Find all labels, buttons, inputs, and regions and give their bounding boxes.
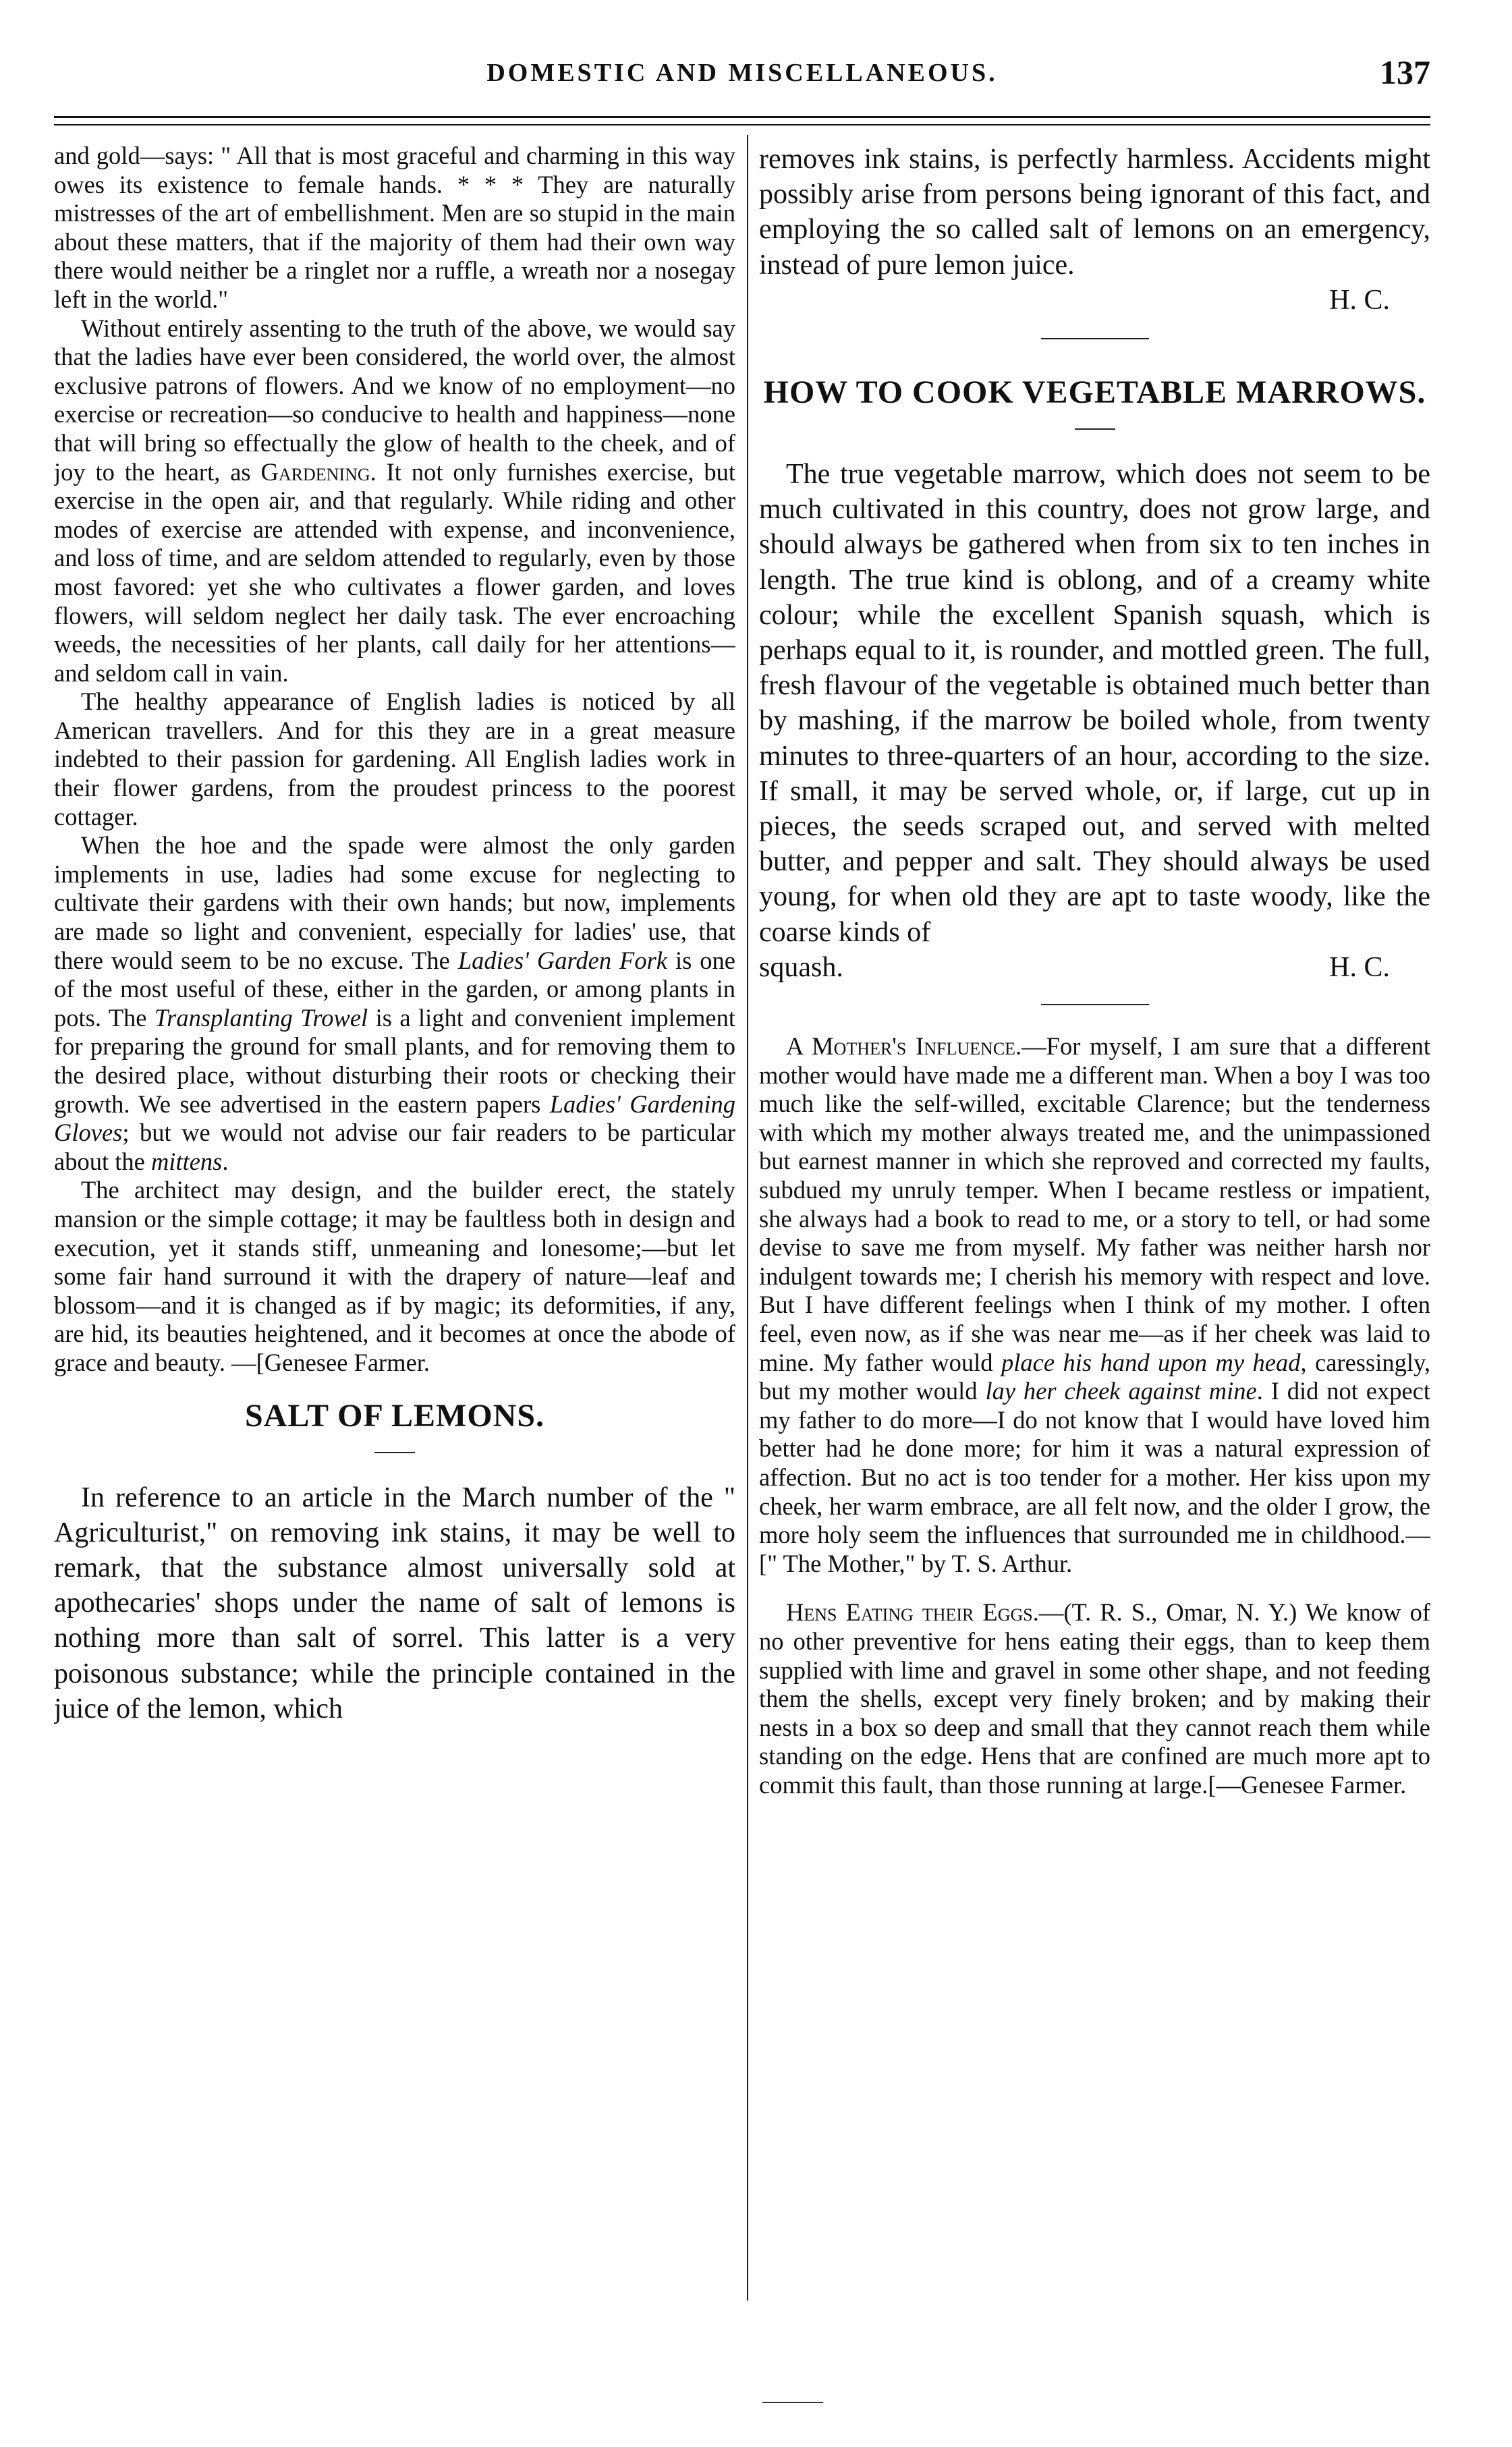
ladies-garden-fork: Ladies' Garden Fork <box>457 946 668 974</box>
veg-last-word: squash. <box>759 951 843 983</box>
vegetable-marrows-paragraph: The true vegetable marrow, which does not seem to be much cultivated in this country, does not grow large, and should always be gathered when from six to ten inches in length. The true kind is oblong, and of a creamy white colour; while the excellent Spanish squash, which is perhaps equal to it, is rounder, and mottled green. The full, fresh flavour of the vegetable is obtained much better than by mashing, if the marrow be boiled whole, from twenty minutes to three-quarters of an hour, according to the size. If small, it may be served whole, or, if large, cut up in pieces, the seeds scraped out, and served with melted butter, and pepper and salt. They should always be used young, for when old they are apt to taste woody, like the coarse kinds of <box>759 459 1430 948</box>
salt-of-lemons-paragraph: In reference to an article in the March number of the " Agriculturist," on removing ink stains, it may be well to remark, that the substance almost universally sold at apothecaries' shops under the name of salt of lemons is nothing more than salt of sorrel. This latter is a very poisonous substance; while the principle contained in the juice of the lemon, which <box>54 1482 735 1724</box>
implements-text-5: . <box>222 1147 229 1175</box>
implements-text-2: is one of the most useful of these, either in the garden, or among plants in pots. The <box>54 946 735 1032</box>
mother-text-3: . I did not expect my father to do more—I do not know that I would have loved him better had he done more; for him it was a natural expression of affection. But no act is too tender for a mother. Her kiss upon my cheek, her warm embrace, are all felt now, and the older I grow, the more holy seem the influences that surrounded me in childhood.—[" The Mother," by T. S. Arthur. <box>759 1377 1430 1577</box>
gardening-gloves: Ladies' Gardening Gloves <box>54 1090 735 1147</box>
transplanting-trowel: Transplanting Trowel <box>154 1003 368 1032</box>
implements-text-4: ; but we would not advise our fair readers to be particular about the <box>54 1119 735 1175</box>
column-divider <box>747 135 748 2301</box>
hens-eggs-paragraph <box>759 1598 1430 1799</box>
header-rule-top <box>54 116 1430 118</box>
mothers-influence-title: A Mother's Influence. <box>786 1032 1022 1061</box>
salt-continued-paragraph <box>759 142 1430 283</box>
implements-text-3: is a light and convenient implement for preparing the ground for small plants, and for removing them to the desired place, without disturbing their roots or checking their growth. We see advertised in the eastern papers <box>54 1003 735 1118</box>
hens-text: —(T. R. S., Omar, N. Y.) We know of no other preventive for hens eating their eggs, than to keep them supplied with lime and gravel in some other shape, and not feeding them the shells, except very finely broken; and by making their nests in a box so deep and small that they cannot reach them while standing on the edge. Hens that are confined are much more apt to commit this fault, than those running at large.[—Genesee Farmer. <box>759 1598 1430 1799</box>
lay-cheek-phrase: lay her cheek against mine <box>985 1377 1257 1405</box>
mother-text-2: , caressingly, but my mother would <box>759 1348 1430 1405</box>
veg-end-rule <box>1041 1004 1149 1005</box>
gardening-paragraph <box>54 314 735 688</box>
veg-signature: H. C. <box>1329 951 1390 983</box>
header-rule-bottom <box>54 124 1430 125</box>
mothers-influence-paragraph <box>759 1032 1430 1578</box>
page-number: 137 <box>1380 53 1430 91</box>
vegetable-marrows-heading: HOW TO COOK VEGETABLE MARROWS. <box>763 374 1426 411</box>
implements-text-1: When the hoe and the spade were almost the only garden implements in use, ladies had some excuse for neglecting to cultivate their gardens with their own hands; but now, implements are made so light and convenient, especially for ladies' use, that there would seem to be no excuse. The <box>54 831 735 974</box>
place-hand-phrase: place his hand upon my head <box>1001 1348 1301 1376</box>
english-ladies-paragraph: The healthy appearance of English ladies is noticed by all American travellers. And for this they are in a great measure indebted to their passion for gardening. All English ladies work in their flower gardens, from the proudest princess to the poorest cottager. <box>54 687 735 831</box>
mittens-word: mittens <box>150 1147 223 1175</box>
mother-text-1: —For myself, I am sure that a different mother would have made me a different man. When a boy I was too much like the self-willed, excitable Clarence; but the tenderness with which my mother always treated me, and the unimpassioned but earnest manner in which she reproved and corrected my faults, subdued my unruly temper. When I became restless or impatient, she always had a book to read to me, or a story to tell, or had some devise to save me from myself. My father was neither harsh nor indulgent towards me; I cherish his memory with respect and love. But I have different feelings when I think of my mother. I often feel, even now, as if she was near me—as if her cheek was laid to mine. My father would <box>759 1032 1430 1376</box>
hens-eggs-title: Hens Eating their Eggs. <box>786 1598 1039 1627</box>
architect-paragraph: The architect may design, and the builder erect, the stately mansion or the simple cottage; it may be faultless both in design and execution, yet it stands stiff, unmeaning and lonesome;—but let some fair hand surround it with the drapery of nature—leaf and blossom—and it is changed as if by magic; its deformities, if any, are hid, its beauties heightened, and it becomes at once the abode of grace and beauty. —[Genesee Farmer. <box>54 1176 735 1376</box>
intro-paragraph: and gold—says: " All that is most graceful and charming in this way owes its existence to female hands. * * * They are naturally mistresses of the art of embellishment. Men are so stupid in the main about these matters, that if the majority of them had their own way there would neither be a ringlet nor a ruffle, a wreath nor a nosegay left in the world." <box>54 142 735 313</box>
left-column <box>54 142 735 2294</box>
salt-continued-text: removes ink stains, is perfectly harmless. Accidents might possibly arise from persons being ignorant of this fact, and employing the so called salt of lemons on an emergency, instead of pure lemon juice. <box>759 144 1430 281</box>
footer-mark <box>762 2402 823 2403</box>
salt-signature-line <box>759 283 1430 318</box>
gardening-word: Gardening <box>260 457 370 486</box>
gardening-text-start: Without entirely assenting to the truth of the above, we would say that the ladies have ever been considered, the world over, the almost exclusive patrons of flowers. And we know of no employment—no exercise or recreation—so conducive to health and happiness—none that will bring so effectually the glow of health to the cheek, and of joy to the heart, as <box>54 314 735 486</box>
running-head <box>54 53 1430 100</box>
salt-end-rule <box>1041 338 1149 339</box>
salt-heading-rule <box>374 1452 415 1453</box>
right-column <box>759 142 1430 2294</box>
veg-signature-line <box>759 950 1430 985</box>
salt-of-lemons-heading: SALT OF LEMONS. <box>244 1397 545 1434</box>
garden-implements-paragraph <box>54 831 735 1176</box>
salt-signature: H. C. <box>1329 284 1390 316</box>
running-title: DOMESTIC AND MISCELLANEOUS. <box>486 59 998 87</box>
veg-heading-rule <box>1075 428 1115 430</box>
gardening-text-end: . It not only furnishes exercise, but exercise in the open air, and that regularly. While riding and other modes of exercise are attended with expense, and inconvenience, and loss of time, and are seldom attended to regularly, even by those most favored: yet she who cultivates a flower garden, and loves flowers, will seldom neglect her daily task. The ever encroaching weeds, the necessities of her plants, call daily for her attentions—and seldom call in vain. <box>54 457 735 687</box>
